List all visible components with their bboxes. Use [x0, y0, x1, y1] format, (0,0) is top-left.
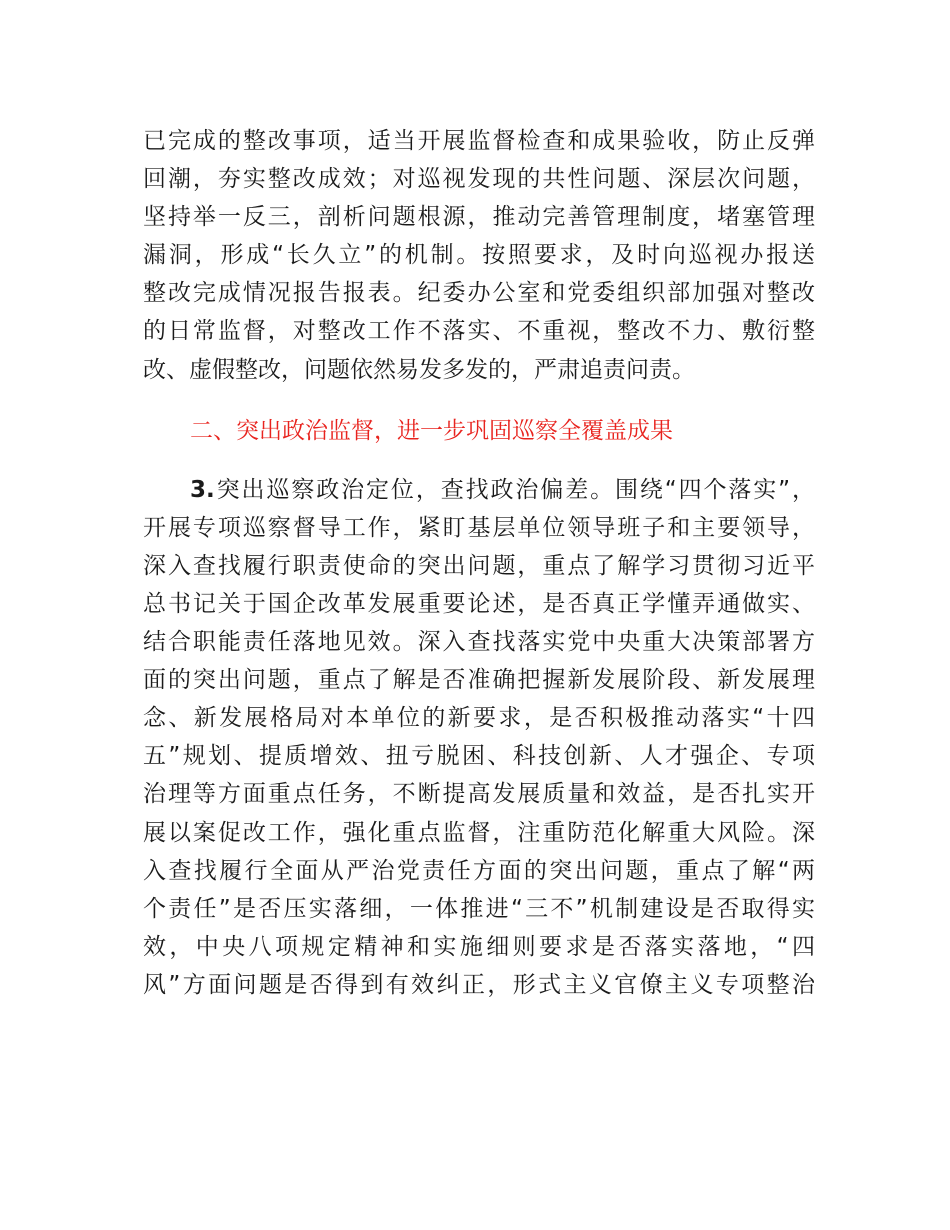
section-heading: 二、突出政治监督，进一步巩固巡察全覆盖成果	[190, 417, 673, 444]
text-line: 整改完成情况报告报表。纪委办公室和党委组织部加强对整改	[143, 280, 815, 307]
paragraph-political-supervision	[143, 471, 815, 1004]
text-line: 结合职能责任落地见效。深入查找落实党中央重大决策部署方	[143, 629, 815, 656]
paragraph-rectification-followup	[143, 122, 815, 389]
text-line: 风”方面问题是否得到有效纠正，形式主义官僚主义专项整治	[143, 971, 815, 998]
text-line: 已完成的整改事项，适当开展监督检查和成果验收，防止反弹	[143, 128, 815, 154]
text-line: 漏洞，形成“长久立”的机制。按照要求，及时向巡视办报送	[143, 242, 815, 269]
text-line: 坚持举一反三，剖析问题根源，推动完善管理制度，堵塞管理	[143, 204, 815, 231]
text-line: 念、新发展格局对本单位的新要求，是否积极推动落实“十四	[143, 705, 815, 732]
document-page	[143, 122, 815, 1004]
text-line: 的日常监督，对整改工作不落实、不重视，整改不力、敷衍整	[143, 318, 815, 345]
text-line: 五”规划、提质增效、扭亏脱困、科技创新、人才强企、专项	[143, 743, 815, 770]
text-line: 个责任”是否压实落细，一体推进“三不”机制建设是否取得实	[143, 895, 815, 922]
text-line: 改、虚假整改，问题依然易发多发的，严肃追责问责。	[143, 356, 695, 383]
item-lead-text: 突出巡察政治定位，查找政治偏差。围绕“四个落实”，	[214, 476, 815, 503]
text-line: 面的突出问题，重点了解是否准确把握新发展阶段、新发展理	[143, 667, 815, 694]
text-line: 回潮，夯实整改成效；对巡视发现的共性问题、深层次问题，	[143, 166, 815, 193]
text-line: 效，中央八项规定精神和实施细则要求是否落实落地，“四	[143, 933, 815, 960]
text-line: 入查找履行全面从严治党责任方面的突出问题，重点了解“两	[143, 857, 815, 884]
text-line: 治理等方面重点任务，不断提高发展质量和效益，是否扎实开	[143, 781, 815, 808]
item-number: 3.	[190, 476, 215, 503]
text-line: 展以案促改工作，强化重点监督，注重防范化解重大风险。深	[143, 819, 815, 846]
text-line: 总书记关于国企改革发展重要论述，是否真正学懂弄通做实、	[143, 590, 815, 617]
text-line-first	[143, 471, 815, 509]
text-line: 深入查找履行职责使命的突出问题，重点了解学习贯彻习近平	[143, 552, 815, 579]
text-line: 开展专项巡察督导工作，紧盯基层单位领导班子和主要领导，	[143, 514, 815, 541]
